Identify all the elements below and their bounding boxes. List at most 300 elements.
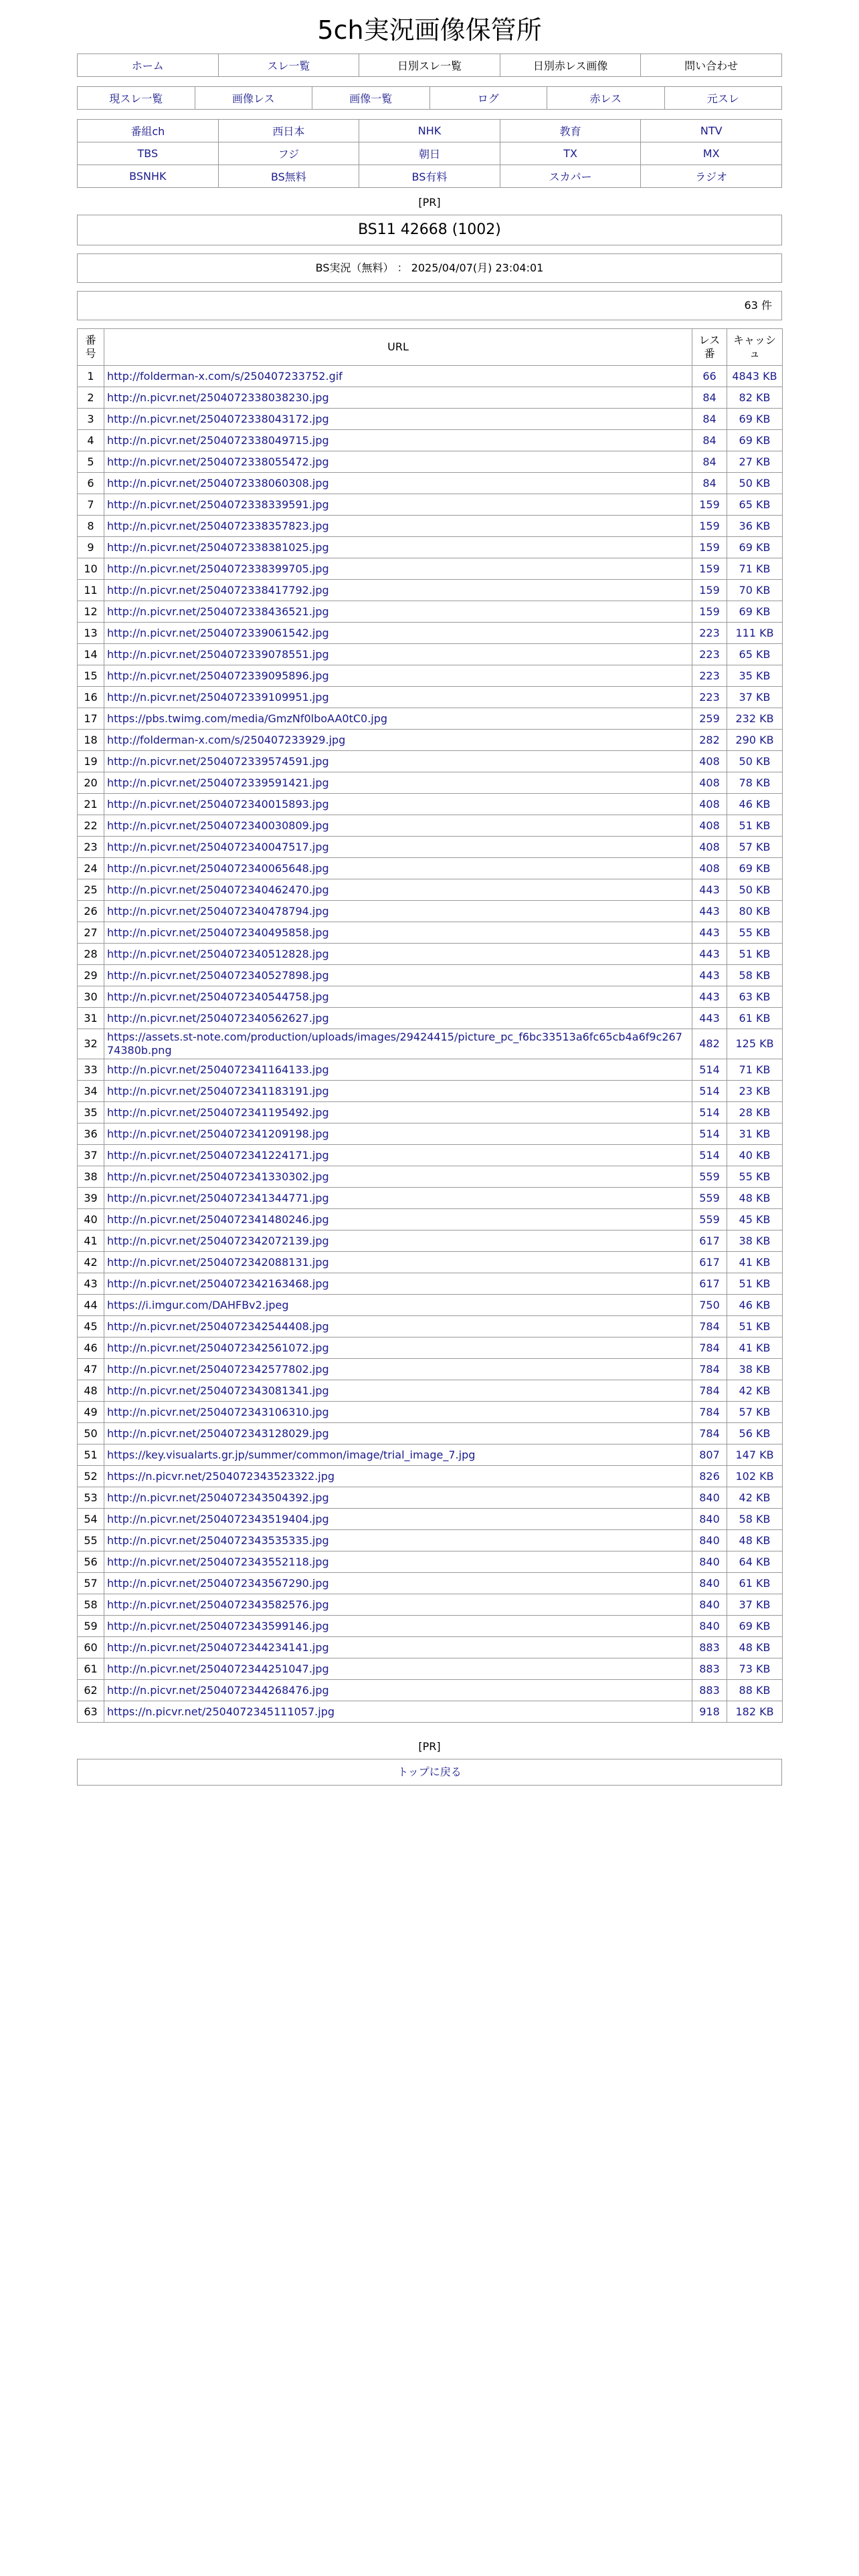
row-url-cell bbox=[104, 1252, 692, 1273]
image-url-link[interactable]: http://n.picvr.net/2504072342072139.jpg bbox=[107, 1234, 329, 1247]
res-number-link[interactable]: 784 bbox=[699, 1341, 720, 1354]
row-url-cell bbox=[104, 1337, 692, 1359]
res-number-link[interactable]: 514 bbox=[699, 1063, 720, 1076]
res-number-link[interactable]: 784 bbox=[699, 1362, 720, 1376]
row-number: 10 bbox=[78, 558, 104, 580]
board-link[interactable]: 番組ch bbox=[130, 125, 165, 138]
table-row bbox=[78, 623, 783, 644]
row-cache-cell bbox=[727, 1273, 783, 1295]
image-url-link[interactable]: http://n.picvr.net/2504072340512828.jpg bbox=[107, 947, 329, 960]
image-url-link[interactable]: http://n.picvr.net/2504072342163468.jpg bbox=[107, 1277, 329, 1290]
table-row bbox=[78, 1081, 783, 1102]
cache-size-link[interactable]: 111 KB bbox=[735, 626, 774, 639]
cache-size-link[interactable]: 73 KB bbox=[739, 1662, 771, 1675]
cache-size-link[interactable]: 46 KB bbox=[739, 1298, 771, 1311]
table-row bbox=[78, 516, 783, 537]
nav-item-3: 日別赤レス画像 bbox=[533, 60, 608, 72]
row-number: 50 bbox=[78, 1423, 104, 1444]
row-url-cell bbox=[104, 644, 692, 665]
row-url-cell bbox=[104, 1008, 692, 1029]
row-url-cell bbox=[104, 494, 692, 516]
image-url-link[interactable]: http://n.picvr.net/2504072340030809.jpg bbox=[107, 819, 329, 832]
res-number-link[interactable]: 443 bbox=[699, 968, 720, 982]
cache-size-link[interactable]: 69 KB bbox=[739, 1619, 771, 1632]
res-number-link[interactable]: 840 bbox=[699, 1512, 720, 1525]
res-number-link[interactable]: 66 bbox=[702, 369, 717, 383]
image-url-link[interactable]: http://n.picvr.net/2504072341480246.jpg bbox=[107, 1212, 329, 1226]
cache-size-link[interactable]: 51 KB bbox=[739, 819, 771, 832]
table-row bbox=[78, 644, 783, 665]
cache-size-link[interactable]: 57 KB bbox=[739, 840, 771, 853]
board-cell bbox=[359, 142, 500, 165]
table-header-row bbox=[78, 329, 783, 366]
res-number-link[interactable]: 840 bbox=[699, 1533, 720, 1547]
image-url-link[interactable]: http://n.picvr.net/2504072343504392.jpg bbox=[107, 1491, 329, 1504]
image-url-link[interactable]: https://pbs.twimg.com/media/GmzNf0lboAA0tC0.jpg bbox=[107, 712, 388, 725]
image-url-link[interactable]: http://n.picvr.net/2504072340495858.jpg bbox=[107, 926, 329, 939]
board-link[interactable]: NHK bbox=[417, 124, 442, 137]
res-number-link[interactable]: 159 bbox=[699, 605, 720, 618]
row-res-cell bbox=[692, 1444, 727, 1466]
cache-size-link[interactable]: 69 KB bbox=[739, 605, 771, 618]
res-number-link[interactable]: 223 bbox=[699, 669, 720, 682]
main-nav bbox=[77, 53, 782, 77]
res-number-link[interactable]: 883 bbox=[699, 1640, 720, 1654]
cache-size-link[interactable]: 69 KB bbox=[739, 540, 771, 554]
image-url-link[interactable]: http://n.picvr.net/2504072339061542.jpg bbox=[107, 626, 329, 639]
cache-size-link[interactable]: 4843 KB bbox=[732, 369, 777, 383]
board-link[interactable]: TBS bbox=[137, 147, 159, 160]
image-url-link[interactable]: http://n.picvr.net/2504072343552118.jpg bbox=[107, 1555, 329, 1568]
subnav-item-1[interactable]: 画像レス bbox=[231, 92, 275, 105]
image-url-link[interactable]: http://n.picvr.net/2504072343599146.jpg bbox=[107, 1619, 329, 1632]
res-number-link[interactable]: 840 bbox=[699, 1491, 720, 1504]
image-url-link[interactable]: http://n.picvr.net/2504072342561072.jpg bbox=[107, 1341, 329, 1354]
row-res-cell bbox=[692, 1102, 727, 1123]
row-url-cell bbox=[104, 1123, 692, 1145]
row-number: 28 bbox=[78, 944, 104, 965]
cache-size-link[interactable]: 80 KB bbox=[739, 904, 771, 918]
res-number-link[interactable]: 84 bbox=[702, 476, 717, 490]
image-url-link[interactable]: http://n.picvr.net/2504072340015893.jpg bbox=[107, 797, 329, 811]
res-number-link[interactable]: 784 bbox=[699, 1319, 720, 1333]
row-cache-cell bbox=[727, 965, 783, 986]
cache-size-link[interactable]: 70 KB bbox=[739, 583, 771, 597]
image-url-link[interactable]: http://n.picvr.net/2504072338049715.jpg bbox=[107, 433, 329, 447]
res-number-link[interactable]: 617 bbox=[699, 1255, 720, 1269]
cache-size-link[interactable]: 50 KB bbox=[739, 883, 771, 896]
row-cache-cell bbox=[727, 687, 783, 708]
row-res-cell bbox=[692, 1008, 727, 1029]
res-number-link[interactable]: 84 bbox=[702, 455, 717, 468]
row-res-cell bbox=[692, 1423, 727, 1444]
table-row bbox=[78, 1616, 783, 1637]
cache-size-link[interactable]: 27 KB bbox=[739, 455, 771, 468]
board-link[interactable]: MX bbox=[702, 147, 720, 160]
subnav-cell bbox=[78, 87, 195, 110]
image-url-link[interactable]: http://n.picvr.net/2504072339574591.jpg bbox=[107, 754, 329, 768]
row-res-cell bbox=[692, 730, 727, 751]
cache-size-link[interactable]: 102 KB bbox=[735, 1469, 774, 1483]
board-link[interactable]: BS有料 bbox=[411, 171, 448, 183]
cache-size-link[interactable]: 65 KB bbox=[739, 647, 771, 661]
res-number-link[interactable]: 223 bbox=[699, 626, 720, 639]
cache-size-link[interactable]: 41 KB bbox=[739, 1341, 771, 1354]
image-url-link[interactable]: http://n.picvr.net/2504072343567290.jpg bbox=[107, 1576, 329, 1590]
cache-size-link[interactable]: 48 KB bbox=[739, 1640, 771, 1654]
image-url-link[interactable]: http://n.picvr.net/2504072342088131.jpg bbox=[107, 1255, 329, 1269]
board-cell bbox=[641, 165, 782, 188]
image-url-link[interactable]: http://n.picvr.net/2504072341164133.jpg bbox=[107, 1063, 329, 1076]
image-url-link[interactable]: http://n.picvr.net/2504072338060308.jpg bbox=[107, 476, 329, 490]
board-link[interactable]: ラジオ bbox=[695, 171, 728, 183]
res-number-link[interactable]: 559 bbox=[699, 1212, 720, 1226]
image-url-link[interactable]: http://n.picvr.net/2504072344234141.jpg bbox=[107, 1640, 329, 1654]
res-number-link[interactable]: 223 bbox=[699, 690, 720, 704]
image-url-link[interactable]: http://n.picvr.net/2504072342577802.jpg bbox=[107, 1362, 329, 1376]
cache-size-link[interactable]: 147 KB bbox=[735, 1448, 774, 1461]
cache-size-link[interactable]: 82 KB bbox=[739, 391, 771, 404]
image-url-link[interactable]: http://n.picvr.net/2504072341224171.jpg bbox=[107, 1148, 329, 1162]
res-number-link[interactable]: 559 bbox=[699, 1170, 720, 1183]
row-url-cell bbox=[104, 986, 692, 1008]
row-cache-cell bbox=[727, 858, 783, 879]
res-number-link[interactable]: 84 bbox=[702, 391, 717, 404]
subnav-item-3[interactable]: ログ bbox=[477, 92, 499, 105]
board-link[interactable]: スカパー bbox=[549, 171, 592, 183]
row-url-cell bbox=[104, 1551, 692, 1573]
cache-size-link[interactable]: 64 KB bbox=[739, 1555, 771, 1568]
cache-size-link[interactable]: 69 KB bbox=[739, 412, 771, 425]
board-link[interactable]: NTV bbox=[700, 124, 723, 137]
cache-size-link[interactable]: 48 KB bbox=[739, 1191, 771, 1204]
back-to-top-link[interactable]: トップに戻る bbox=[397, 1765, 462, 1778]
cache-size-link[interactable]: 61 KB bbox=[739, 1576, 771, 1590]
res-number-link[interactable]: 408 bbox=[699, 819, 720, 832]
subnav-item-5[interactable]: 元スレ bbox=[706, 92, 739, 105]
image-url-link[interactable]: http://n.picvr.net/2504072338436521.jpg bbox=[107, 605, 329, 618]
image-url-link[interactable]: http://n.picvr.net/2504072341209198.jpg bbox=[107, 1127, 329, 1140]
res-number-link[interactable]: 223 bbox=[699, 647, 720, 661]
image-url-link[interactable]: http://n.picvr.net/2504072340047517.jpg bbox=[107, 840, 329, 853]
row-cache-cell bbox=[727, 1380, 783, 1402]
res-number-link[interactable]: 282 bbox=[699, 733, 720, 746]
cache-size-link[interactable]: 78 KB bbox=[739, 776, 771, 789]
image-url-link[interactable]: http://n.picvr.net/2504072343519404.jpg bbox=[107, 1512, 329, 1525]
row-url-cell bbox=[104, 1423, 692, 1444]
row-number: 39 bbox=[78, 1188, 104, 1209]
cache-size-link[interactable]: 50 KB bbox=[739, 476, 771, 490]
res-number-link[interactable]: 443 bbox=[699, 926, 720, 939]
image-url-link[interactable]: http://n.picvr.net/2504072343128029.jpg bbox=[107, 1426, 329, 1440]
row-cache-cell bbox=[727, 708, 783, 730]
cache-size-link[interactable]: 55 KB bbox=[739, 926, 771, 939]
image-url-link[interactable]: http://folderman-x.com/s/250407233752.gif bbox=[107, 369, 343, 383]
cache-size-link[interactable]: 56 KB bbox=[739, 1426, 771, 1440]
cache-size-link[interactable]: 71 KB bbox=[739, 1063, 771, 1076]
image-url-link[interactable]: http://n.picvr.net/2504072338043172.jpg bbox=[107, 412, 329, 425]
row-cache-cell bbox=[727, 1509, 783, 1530]
nav-cell bbox=[359, 54, 500, 77]
row-url-cell bbox=[104, 473, 692, 494]
subnav-cell bbox=[312, 87, 430, 110]
table-row bbox=[78, 687, 783, 708]
board-link[interactable]: 教育 bbox=[559, 125, 581, 138]
image-url-link[interactable]: http://n.picvr.net/2504072340527898.jpg bbox=[107, 968, 329, 982]
cache-size-link[interactable]: 69 KB bbox=[739, 433, 771, 447]
row-res-cell bbox=[692, 1658, 727, 1680]
image-url-link[interactable]: https://key.visualarts.gr.jp/summer/common/image/trial_image_7.jpg bbox=[107, 1448, 476, 1461]
board-link[interactable]: BSNHK bbox=[129, 170, 167, 183]
res-number-link[interactable]: 84 bbox=[702, 412, 717, 425]
res-number-link[interactable]: 514 bbox=[699, 1105, 720, 1119]
row-cache-cell bbox=[727, 1402, 783, 1423]
cache-size-link[interactable]: 63 KB bbox=[739, 990, 771, 1003]
table-row bbox=[78, 430, 783, 451]
res-number-link[interactable]: 883 bbox=[699, 1662, 720, 1675]
res-number-link[interactable]: 259 bbox=[699, 712, 720, 725]
image-url-link[interactable]: http://n.picvr.net/2504072340462470.jpg bbox=[107, 883, 329, 896]
cache-size-link[interactable]: 37 KB bbox=[739, 1598, 771, 1611]
row-number: 3 bbox=[78, 409, 104, 430]
board-link[interactable]: BS無料 bbox=[270, 171, 306, 183]
image-url-link[interactable]: http://n.picvr.net/2504072338399705.jpg bbox=[107, 562, 329, 575]
cache-size-link[interactable]: 55 KB bbox=[739, 1170, 771, 1183]
cache-size-link[interactable]: 38 KB bbox=[739, 1362, 771, 1376]
cache-size-link[interactable]: 88 KB bbox=[739, 1683, 771, 1697]
image-url-link[interactable]: http://n.picvr.net/2504072343582576.jpg bbox=[107, 1598, 329, 1611]
page-container bbox=[77, 0, 782, 1786]
row-number: 45 bbox=[78, 1316, 104, 1337]
row-cache-cell bbox=[727, 1209, 783, 1230]
res-number-link[interactable]: 159 bbox=[699, 498, 720, 511]
nav-cell bbox=[78, 54, 219, 77]
board-link[interactable]: フジ bbox=[278, 148, 300, 160]
row-res-cell bbox=[692, 1594, 727, 1616]
cache-size-link[interactable]: 42 KB bbox=[739, 1491, 771, 1504]
image-url-link[interactable]: http://n.picvr.net/2504072338381025.jpg bbox=[107, 540, 329, 554]
image-url-link[interactable]: http://n.picvr.net/2504072338357823.jpg bbox=[107, 519, 329, 532]
cache-size-link[interactable]: 41 KB bbox=[739, 1255, 771, 1269]
cache-size-link[interactable]: 36 KB bbox=[739, 519, 771, 532]
table-row bbox=[78, 1487, 783, 1509]
res-number-link[interactable]: 784 bbox=[699, 1405, 720, 1418]
subnav-item-0[interactable]: 現スレ一覧 bbox=[109, 92, 163, 105]
cache-size-link[interactable]: 51 KB bbox=[739, 947, 771, 960]
header-url: URL bbox=[104, 329, 692, 366]
image-url-link[interactable]: http://n.picvr.net/2504072339095896.jpg bbox=[107, 669, 329, 682]
row-url-cell bbox=[104, 537, 692, 558]
image-url-link[interactable]: http://n.picvr.net/2504072339078551.jpg bbox=[107, 647, 329, 661]
image-url-link[interactable]: http://n.picvr.net/2504072338038230.jpg bbox=[107, 391, 329, 404]
res-number-link[interactable]: 559 bbox=[699, 1191, 720, 1204]
nav-item-0[interactable]: ホーム bbox=[131, 60, 164, 72]
image-url-link[interactable]: https://assets.st-note.com/production/uploads/images/29424415/picture_pc_f6bc33513a6fc65cb4a6f9c26774380b.png bbox=[107, 1031, 682, 1057]
res-number-link[interactable]: 443 bbox=[699, 947, 720, 960]
table-row bbox=[78, 1102, 783, 1123]
nav-item-1[interactable]: スレ一覧 bbox=[267, 60, 310, 72]
res-number-link[interactable]: 840 bbox=[699, 1619, 720, 1632]
row-url-cell bbox=[104, 665, 692, 687]
nav-item-4: 問い合わせ bbox=[684, 60, 739, 72]
image-url-link[interactable]: http://n.picvr.net/2504072341183191.jpg bbox=[107, 1084, 329, 1097]
cache-size-link[interactable]: 125 KB bbox=[735, 1037, 774, 1050]
res-number-link[interactable]: 443 bbox=[699, 990, 720, 1003]
image-url-link[interactable]: http://n.picvr.net/2504072338055472.jpg bbox=[107, 455, 329, 468]
res-number-link[interactable]: 408 bbox=[699, 797, 720, 811]
subnav-item-2[interactable]: 画像一覧 bbox=[349, 92, 393, 105]
res-number-link[interactable]: 840 bbox=[699, 1598, 720, 1611]
res-number-link[interactable]: 617 bbox=[699, 1234, 720, 1247]
row-res-cell bbox=[692, 858, 727, 879]
board-link[interactable]: TX bbox=[563, 147, 577, 160]
res-number-link[interactable]: 159 bbox=[699, 519, 720, 532]
row-url-cell bbox=[104, 409, 692, 430]
cache-size-link[interactable]: 51 KB bbox=[739, 1319, 771, 1333]
row-url-cell bbox=[104, 1509, 692, 1530]
image-url-link[interactable]: http://n.picvr.net/2504072341330302.jpg bbox=[107, 1170, 329, 1183]
image-url-link[interactable]: https://n.picvr.net/2504072345111057.jpg bbox=[107, 1705, 335, 1718]
cache-size-link[interactable]: 40 KB bbox=[739, 1148, 771, 1162]
res-number-link[interactable]: 807 bbox=[699, 1448, 720, 1461]
image-url-link[interactable]: http://n.picvr.net/2504072339591421.jpg bbox=[107, 776, 329, 789]
cache-size-link[interactable]: 61 KB bbox=[739, 1011, 771, 1025]
cache-size-link[interactable]: 71 KB bbox=[739, 562, 771, 575]
image-url-link[interactable]: http://n.picvr.net/2504072340562627.jpg bbox=[107, 1011, 329, 1025]
row-number: 51 bbox=[78, 1444, 104, 1466]
res-number-link[interactable]: 784 bbox=[699, 1426, 720, 1440]
row-number: 16 bbox=[78, 687, 104, 708]
cache-size-link[interactable]: 28 KB bbox=[739, 1105, 771, 1119]
res-number-link[interactable]: 514 bbox=[699, 1127, 720, 1140]
res-number-link[interactable]: 784 bbox=[699, 1384, 720, 1397]
image-url-link[interactable]: http://n.picvr.net/2504072340544758.jpg bbox=[107, 990, 329, 1003]
image-url-link[interactable]: http://n.picvr.net/2504072344268476.jpg bbox=[107, 1683, 329, 1697]
row-url-cell bbox=[104, 1658, 692, 1680]
table-row bbox=[78, 1573, 783, 1594]
res-number-link[interactable]: 840 bbox=[699, 1576, 720, 1590]
cache-size-link[interactable]: 37 KB bbox=[739, 690, 771, 704]
table-row bbox=[78, 1551, 783, 1573]
cache-size-link[interactable]: 290 KB bbox=[735, 733, 774, 746]
cache-size-link[interactable]: 50 KB bbox=[739, 754, 771, 768]
cache-size-link[interactable]: 46 KB bbox=[739, 797, 771, 811]
res-number-link[interactable]: 408 bbox=[699, 840, 720, 853]
subnav-item-4[interactable]: 赤レス bbox=[589, 92, 622, 105]
cache-size-link[interactable]: 42 KB bbox=[739, 1384, 771, 1397]
board-link[interactable]: 朝日 bbox=[418, 148, 440, 160]
table-row bbox=[78, 1466, 783, 1487]
row-number: 1 bbox=[78, 366, 104, 387]
cache-size-link[interactable]: 31 KB bbox=[739, 1127, 771, 1140]
res-number-link[interactable]: 514 bbox=[699, 1148, 720, 1162]
res-number-link[interactable]: 159 bbox=[699, 562, 720, 575]
row-cache-cell bbox=[727, 1423, 783, 1444]
image-url-link[interactable]: https://i.imgur.com/DAHFBv2.jpeg bbox=[107, 1298, 289, 1311]
image-url-link[interactable]: http://folderman-x.com/s/250407233929.jpg bbox=[107, 733, 346, 746]
row-res-cell bbox=[692, 708, 727, 730]
table-row bbox=[78, 837, 783, 858]
res-number-link[interactable]: 84 bbox=[702, 433, 717, 447]
row-res-cell bbox=[692, 751, 727, 772]
res-number-link[interactable]: 443 bbox=[699, 1011, 720, 1025]
cache-size-link[interactable]: 51 KB bbox=[739, 1277, 771, 1290]
res-number-link[interactable]: 617 bbox=[699, 1277, 720, 1290]
cache-size-link[interactable]: 23 KB bbox=[739, 1084, 771, 1097]
cache-size-link[interactable]: 58 KB bbox=[739, 1512, 771, 1525]
res-number-link[interactable]: 883 bbox=[699, 1683, 720, 1697]
image-url-link[interactable]: http://n.picvr.net/2504072343081341.jpg bbox=[107, 1384, 329, 1397]
image-url-link[interactable]: http://n.picvr.net/2504072343106310.jpg bbox=[107, 1405, 329, 1418]
res-number-link[interactable]: 514 bbox=[699, 1084, 720, 1097]
row-number: 58 bbox=[78, 1594, 104, 1616]
cache-size-link[interactable]: 65 KB bbox=[739, 498, 771, 511]
image-url-link[interactable]: http://n.picvr.net/2504072338339591.jpg bbox=[107, 498, 329, 511]
row-number: 41 bbox=[78, 1230, 104, 1252]
res-number-link[interactable]: 826 bbox=[699, 1469, 720, 1483]
row-url-cell bbox=[104, 922, 692, 944]
cache-size-link[interactable]: 35 KB bbox=[739, 669, 771, 682]
cache-size-link[interactable]: 48 KB bbox=[739, 1533, 771, 1547]
image-url-link[interactable]: http://n.picvr.net/2504072341344771.jpg bbox=[107, 1191, 329, 1204]
row-cache-cell bbox=[727, 901, 783, 922]
res-number-link[interactable]: 443 bbox=[699, 883, 720, 896]
table-row bbox=[78, 1252, 783, 1273]
cache-size-link[interactable]: 232 KB bbox=[735, 712, 774, 725]
res-number-link[interactable]: 408 bbox=[699, 754, 720, 768]
image-url-link[interactable]: http://n.picvr.net/2504072341195492.jpg bbox=[107, 1105, 329, 1119]
row-number: 21 bbox=[78, 794, 104, 815]
res-number-link[interactable]: 159 bbox=[699, 540, 720, 554]
image-url-link[interactable]: http://n.picvr.net/2504072344251047.jpg bbox=[107, 1662, 329, 1675]
res-number-link[interactable]: 840 bbox=[699, 1555, 720, 1568]
row-url-cell bbox=[104, 751, 692, 772]
cache-size-link[interactable]: 45 KB bbox=[739, 1212, 771, 1226]
res-number-link[interactable]: 408 bbox=[699, 861, 720, 875]
row-url-cell bbox=[104, 837, 692, 858]
cache-size-link[interactable]: 69 KB bbox=[739, 861, 771, 875]
image-url-link[interactable]: http://n.picvr.net/2504072342544408.jpg bbox=[107, 1319, 329, 1333]
res-number-link[interactable]: 750 bbox=[699, 1298, 720, 1311]
res-number-link[interactable]: 918 bbox=[699, 1705, 720, 1718]
image-list-table bbox=[77, 328, 783, 1723]
res-number-link[interactable]: 159 bbox=[699, 583, 720, 597]
res-number-link[interactable]: 408 bbox=[699, 776, 720, 789]
image-url-link[interactable]: http://n.picvr.net/2504072340065648.jpg bbox=[107, 861, 329, 875]
row-url-cell bbox=[104, 1402, 692, 1423]
image-url-link[interactable]: http://n.picvr.net/2504072343535335.jpg bbox=[107, 1533, 329, 1547]
image-url-link[interactable]: https://n.picvr.net/2504072343523322.jpg bbox=[107, 1469, 335, 1483]
table-row bbox=[78, 1423, 783, 1444]
row-cache-cell bbox=[727, 537, 783, 558]
table-row bbox=[78, 730, 783, 751]
cache-size-link[interactable]: 182 KB bbox=[735, 1705, 774, 1718]
image-url-link[interactable]: http://n.picvr.net/2504072338417792.jpg bbox=[107, 583, 329, 597]
board-cell bbox=[78, 165, 219, 188]
cache-size-link[interactable]: 58 KB bbox=[739, 968, 771, 982]
row-cache-cell bbox=[727, 922, 783, 944]
row-number: 40 bbox=[78, 1209, 104, 1230]
cache-size-link[interactable]: 57 KB bbox=[739, 1405, 771, 1418]
row-cache-cell bbox=[727, 1230, 783, 1252]
cache-size-link[interactable]: 38 KB bbox=[739, 1234, 771, 1247]
board-link[interactable]: 西日本 bbox=[272, 125, 305, 138]
image-url-link[interactable]: http://n.picvr.net/2504072340478794.jpg bbox=[107, 904, 329, 918]
row-cache-cell bbox=[727, 430, 783, 451]
res-number-link[interactable]: 443 bbox=[699, 904, 720, 918]
res-number-link[interactable]: 482 bbox=[699, 1037, 720, 1050]
image-url-link[interactable]: http://n.picvr.net/2504072339109951.jpg bbox=[107, 690, 329, 704]
